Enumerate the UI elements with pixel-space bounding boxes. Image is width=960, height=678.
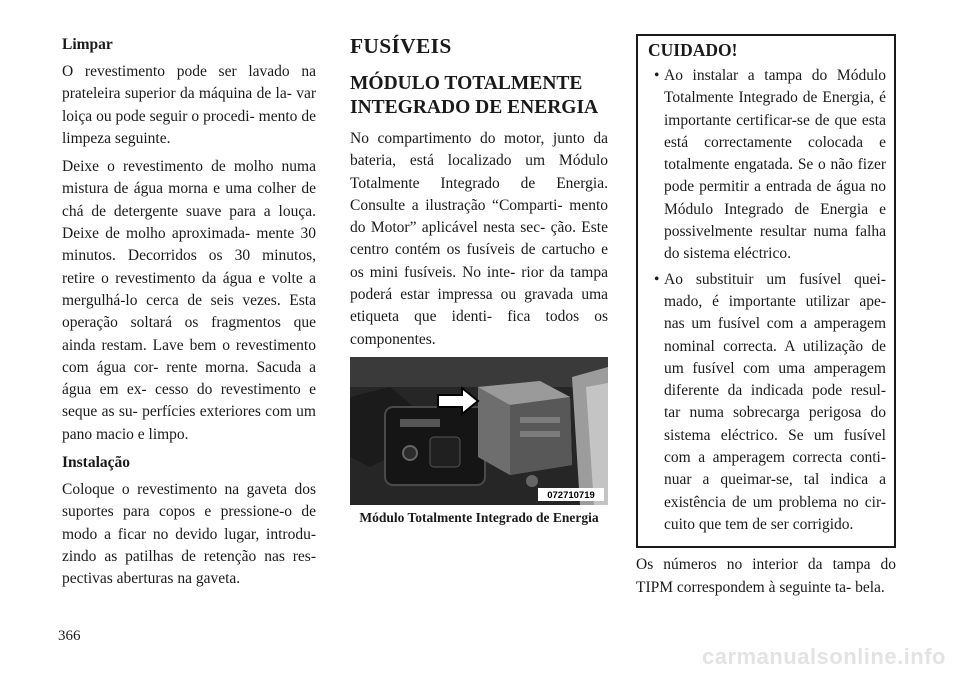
caution-list <box>648 65 886 536</box>
heading-install: Instalação <box>62 454 131 472</box>
caution-title: CUIDADO! <box>648 40 738 60</box>
paragraph-soak: Deixe o revestimento de molho numa mistura de água morna e uma colher de chá de detergente suave para a louça. Deixe de molho aproximada- mente 30 minutos. Decorridos os 30 minutos, retire o revestimento da água e volte a mergulhá-lo cerca de seis vezes. Esta operação soltará os fragmentos que ainda restam. Lave bem o revestimento com água cor- rente morna. Sacuda a água em ex- cesso do revestimento e seque as su- perfícies exteriores com um pano macio e limpo. <box>62 158 316 443</box>
watermark: carmanualsonline.info <box>702 644 946 669</box>
left-column <box>62 34 316 597</box>
paragraph-install: Coloque o revestimento na gaveta dos suportes para copos e pressione-o de modo a ficar no devido lugar, introdu- zindo as patilhas de retenção nas res- pectivas aberturas na gaveta. <box>62 481 316 588</box>
right-column <box>636 34 896 605</box>
bullet-icon: • <box>654 67 660 84</box>
caution-item-text: Ao instalar a tampa do Módulo Totalmente Integrado de Energia, é importante certificar-se de que esta está correctamente colocada e totalmente engatada. Se o não fizer pode permitir a entrada de água no Módulo Integrado de Energia e possivelmente resultar numa falha do sistema eléctrico. <box>664 67 886 263</box>
engine-bay-photo <box>350 357 608 505</box>
caution-item <box>648 269 886 537</box>
caution-item <box>648 65 886 266</box>
paragraph-module: No compartimento do motor, junto da bateria, está localizado um Módulo Totalmente Integrado de Energia. Consulte a ilustração “Comparti- mento do Motor” aplicável nesta sec- ção. Este centro contém os fusíveis de cartucho e os mini fusíveis. No inte- rior da tampa poderá estar impressa ou gravada uma etiqueta que identi- fica todos os componentes. <box>350 130 608 348</box>
middle-column <box>350 34 608 526</box>
heading-clean: Limpar <box>62 36 113 53</box>
photo-code: 072710719 <box>547 489 595 501</box>
page-number: 366 <box>58 628 81 644</box>
section-title: FUSÍVEIS <box>350 34 452 58</box>
photo-caption: Módulo Totalmente Integrado de Energia <box>359 509 599 525</box>
bullet-icon: • <box>654 270 660 288</box>
paragraph-numbers: Os números no interior da tampa do TIPM correspondem à seguinte ta- bela. <box>636 556 896 596</box>
paragraph-clean: O revestimento pode ser lavado na prateleira superior da máquina de la- var loiça ou pode seguir o procedi- mento de limpeza seguinte. <box>62 63 316 147</box>
module-title: MÓDULO TOTALMENTE INTEGRADO DE ENERGIA <box>350 73 599 118</box>
caution-box <box>636 34 896 548</box>
caution-item-text: Ao substituir um fusível quei- mado, é importante utilizar ape- nas um fusível com a amperagem nominal correcta. A utilização de um fusível com uma amperagem diferente da indicada pode resul- tar numa sobrecarga perigosa do sistema eléctrico. Se um fusível com a amperagem correcta conti- nuar a queimar-se, tal indica a existência de um problema no cir- cuito que tem de ser corrigido. <box>664 270 886 533</box>
